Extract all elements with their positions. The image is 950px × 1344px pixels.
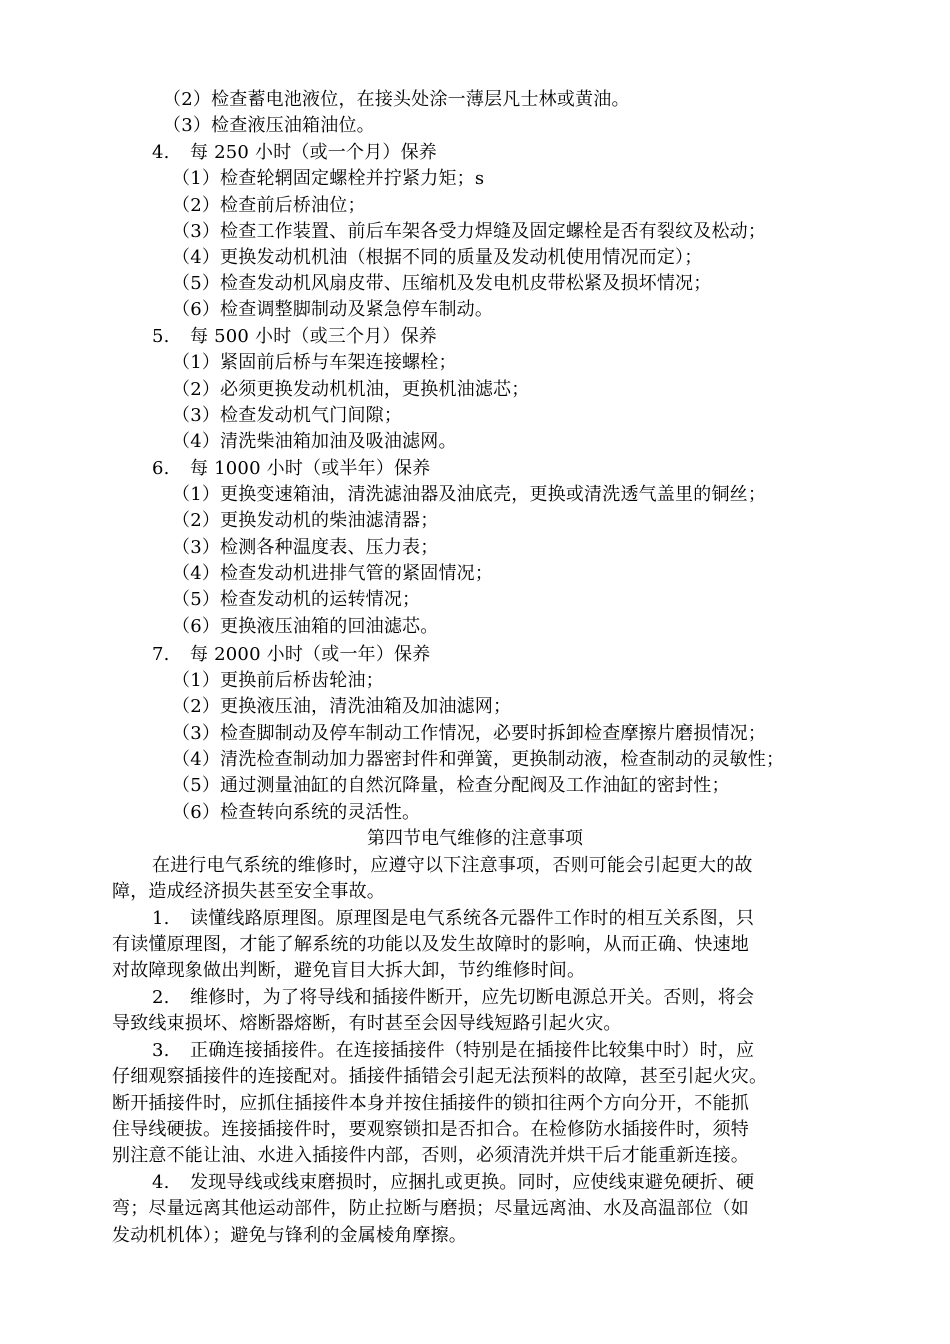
paragraph-line: 对故障现象做出判断，避免盲目大拆大卸，节约维修时间。: [112, 960, 586, 981]
paragraph-number: 3.: [152, 1040, 170, 1061]
section-number: 5.: [152, 326, 170, 347]
section-heading-7: [152, 642, 430, 668]
maintenance-item: （3）检查发动机气门间隙；: [172, 405, 403, 426]
maintenance-item: （4）清洗检查制动加力器密封件和弹簧，更换制动液，检查制动的灵敏性；: [172, 749, 785, 770]
maintenance-item: （4）更换发动机机油（根据不同的质量及发动机使用情况而定）；: [172, 247, 703, 268]
numbered-paragraph-2: [152, 985, 754, 1011]
maintenance-item: （5）通过测量油缸的自然沉降量，检查分配阀及工作油缸的密封性；: [172, 775, 730, 796]
section-title: 每 1000 小时（或半年）保养: [190, 458, 431, 479]
paragraph-line: 维修时，为了将导线和插接件断开，应先切断电源总开关。否则，将会: [190, 987, 755, 1008]
maintenance-item: （3）检查脚制动及停车制动工作情况，必要时拆卸检查摩擦片磨损情况；: [172, 723, 767, 744]
paragraph-line: 障，造成经济损失甚至安全事故。: [112, 881, 385, 902]
maintenance-item: （2）检查蓄电池液位，在接头处涂一薄层凡士林或黄油。: [163, 89, 630, 110]
section-heading-5: [152, 324, 437, 350]
paragraph-number: 4.: [152, 1172, 170, 1193]
maintenance-item: （5）检查发动机风扇皮带、压缩机及发电机皮带松紧及损坏情况；: [172, 273, 712, 294]
paragraph-number: 1.: [152, 908, 170, 929]
paragraph-line: 别注意不能让油、水进入插接件内部，否则，必须清洗并烘干后才能重新连接。: [112, 1145, 749, 1166]
numbered-paragraph-4: [152, 1170, 754, 1196]
section-heading-electrical: 第四节电气维修的注意事项: [367, 828, 583, 849]
maintenance-item: （6）检查调整脚制动及紧急停车制动。: [172, 299, 494, 320]
maintenance-item: （3）检查工作装置、前后车架各受力焊缝及固定螺栓是否有裂纹及松动；: [172, 221, 767, 242]
maintenance-item: （4）检查发动机进排气管的紧固情况；: [172, 563, 494, 584]
paragraph-number: 2.: [152, 987, 170, 1008]
paragraph-line: 正确连接插接件。在连接插接件（特别是在插接件比较集中时）时，应: [190, 1040, 755, 1061]
section-title: 每 2000 小时（或一年）保养: [190, 644, 431, 665]
maintenance-item: （3）检测各种温度表、压力表；: [172, 537, 439, 558]
maintenance-item: （1）检查轮辋固定螺栓并拧紧力矩；s: [172, 168, 485, 189]
paragraph-line: 住导线硬拔。连接插接件时，要观察锁扣是否扣合。在检修防水插接件时，须特: [112, 1119, 749, 1140]
section-number: 4.: [152, 142, 170, 163]
paragraph-line: 读懂线路原理图。原理图是电气系统各元器件工作时的相互关系图，只: [190, 908, 755, 929]
section-heading-6: [152, 456, 430, 482]
maintenance-item: （3）检查液压油箱油位。: [163, 115, 375, 136]
paragraph-line: 导致线束损坏、熔断器熔断，有时甚至会因导线短路引起火灾。: [112, 1013, 622, 1034]
section-number: 6.: [152, 458, 170, 479]
maintenance-item: （2）更换发动机的柴油滤清器；: [172, 510, 439, 531]
maintenance-item: （1）紧固前后桥与车架连接螺栓；: [172, 352, 457, 373]
paragraph-line: 断开插接件时，应抓住插接件本身并按住插接件的锁扣往两个方向分开，不能抓: [112, 1093, 749, 1114]
maintenance-item: （2）必须更换发动机机油，更换机油滤芯；: [172, 379, 530, 400]
paragraph-line: 在进行电气系统的维修时，应遵守以下注意事项，否则可能会引起更大的故: [152, 855, 753, 876]
maintenance-item: （1）更换前后桥齿轮油；: [172, 670, 384, 691]
maintenance-item: （4）清洗柴油箱加油及吸油滤网。: [172, 431, 457, 452]
maintenance-item: （2）更换液压油，清洗油箱及加油滤网；: [172, 696, 512, 717]
section-heading-4: [152, 140, 437, 166]
section-title: 每 250 小时（或一个月）保养: [190, 142, 437, 163]
maintenance-item: （6）检查转向系统的灵活性。: [172, 802, 421, 823]
paragraph-line: 发动机机体）；避免与锋利的金属棱角摩擦。: [112, 1225, 467, 1246]
maintenance-item: （6）更换液压油箱的回油滤芯。: [172, 616, 439, 637]
paragraph-line: 有读懂原理图，才能了解系统的功能以及发生故障时的影响，从而正确、快速地: [112, 934, 749, 955]
numbered-paragraph-1: [152, 906, 754, 932]
maintenance-item: （5）检查发动机的运转情况；: [172, 589, 421, 610]
paragraph-line: 发现导线或线束磨损时，应捆扎或更换。同时，应使线束避免硬折、硬: [190, 1172, 755, 1193]
section-number: 7.: [152, 644, 170, 665]
paragraph-line: 弯；尽量远离其他运动部件，防止拉断与磨损；尽量远离油、水及高温部位（如: [112, 1198, 749, 1219]
maintenance-item: （1）更换变速箱油，清洗滤油器及油底壳，更换或清洗透气盖里的铜丝；: [172, 484, 767, 505]
section-title: 每 500 小时（或三个月）保养: [190, 326, 437, 347]
paragraph-line: 仔细观察插接件的连接配对。插接件插错会引起无法预料的故障，甚至引起火灾。: [112, 1066, 768, 1087]
numbered-paragraph-3: [152, 1038, 754, 1064]
maintenance-item: （2）检查前后桥油位；: [172, 195, 366, 216]
